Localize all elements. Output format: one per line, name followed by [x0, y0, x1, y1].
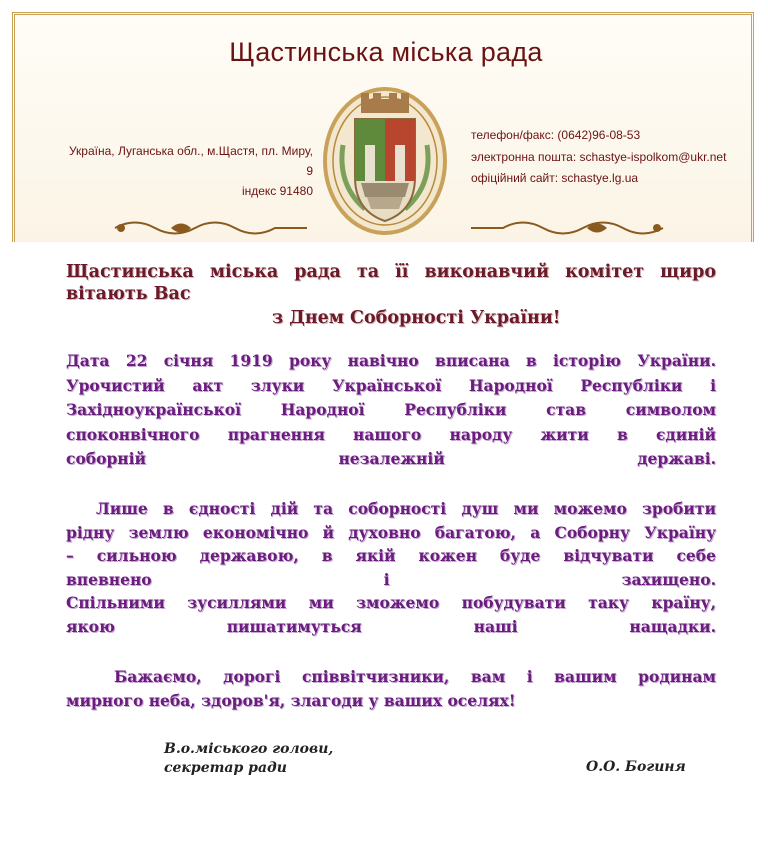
council-title: Щастинська міська рада — [229, 37, 543, 67]
position-line: В.о.міського голови, — [164, 741, 334, 757]
paragraph-line: споконвічного прагнення нашого народу жити в єдиній — [66, 424, 716, 444]
council-address — [61, 141, 313, 201]
paragraph-history — [66, 349, 716, 472]
greeting-headline: з Днем Соборності України! — [272, 308, 561, 328]
paragraph-wishes — [66, 665, 716, 712]
paragraph-line: мирного неба, здоров'я, злагоди у ваших оселях! — [66, 690, 516, 710]
greeting-line-2: вітають Вас — [66, 284, 191, 304]
council-contacts — [471, 125, 751, 190]
greeting-line-1: Щастинська міська рада та її виконавчий комітет щиро — [66, 262, 716, 282]
paragraph-line: Західноукраїнської Народної Республіки став символом — [66, 400, 716, 419]
left-flourish-ornament-icon — [111, 215, 311, 241]
paragraph-line: Бажаємо, дорогі співвітчизники, вам і вашим родинам — [114, 667, 716, 686]
official-site: офіційний сайт: schastye.lg.ua — [471, 171, 639, 185]
position-line: секретар ради — [164, 760, 287, 776]
address-line: Україна, Луганська обл., м.Щастя, пл. Миру, 9 — [68, 144, 313, 178]
signatory-position — [164, 740, 333, 778]
paragraph-line: Урочистий акт злуки Української Народної Республіки і — [66, 375, 716, 395]
paragraph-line: – сильною державою, в якій кожен буде відчувати себе — [66, 546, 716, 565]
paragraph-line: якою пишатимуться наші нащадки. — [66, 616, 716, 636]
postal-index: індекс 91480 — [241, 184, 313, 198]
paragraph-unity — [66, 497, 716, 638]
email-address: электронна пошта: schastye-ispolkom@ukr.net — [471, 149, 727, 164]
right-flourish-ornament-icon — [467, 215, 667, 241]
signatory-name: О.О. Богиня — [586, 759, 686, 775]
paragraph-line: рідну землю економічно й духовно багатою, а Соборну Україну — [66, 522, 716, 542]
paragraph-line: Дата 22 січня 1919 року навічно вписана в історію України. — [66, 351, 716, 370]
paragraph-line: впевнено і захищено. — [66, 569, 716, 589]
paragraph-line: Лише в єдності дій та соборності душ ми можемо зробити — [96, 499, 716, 518]
paragraph-line: Спільними зусиллями ми зможемо побудувати таку країну, — [66, 593, 716, 612]
phone-fax: телефон/факс: (0642)96-08-53 — [471, 128, 641, 142]
letterhead — [12, 12, 754, 242]
paragraph-line: соборній незалежній державі. — [66, 449, 716, 468]
city-coat-of-arms-icon — [321, 85, 449, 237]
